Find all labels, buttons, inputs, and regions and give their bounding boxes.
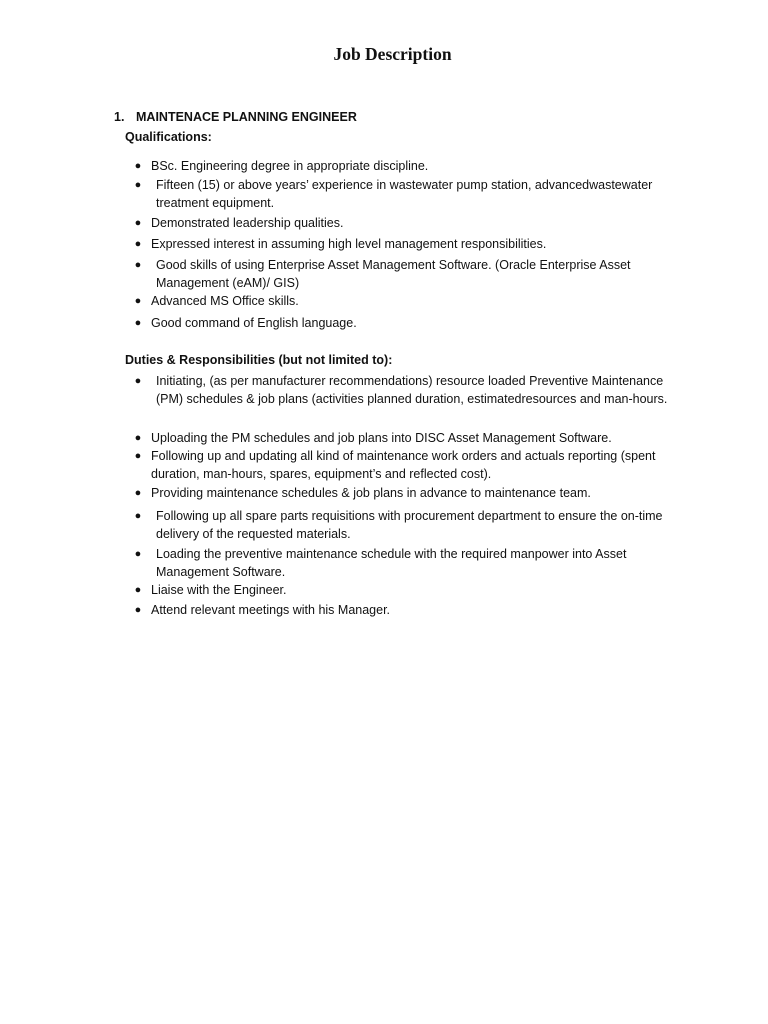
bullet-icon: ●: [134, 259, 142, 271]
qualification-text: BSc. Engineering degree in appropriate discipline.: [151, 159, 429, 173]
duty-text: Attend relevant meetings with his Manager.: [151, 603, 391, 617]
section-heading: [114, 110, 357, 124]
bullet-icon: ●: [134, 584, 142, 596]
duty-text: Liaise with the Engineer.: [151, 583, 287, 597]
section-number: 1.: [114, 110, 125, 124]
bullet-icon: ●: [134, 548, 142, 560]
qualifications-heading: Qualifications:: [125, 130, 212, 144]
qualification-text: Good skills of using Enterprise Asset Management Software. (Oracle Enterprise Asset Management (eAM)/ GIS): [156, 258, 631, 290]
duty-text: Initiating, (as per manufacturer recommendations) resource loaded Preventive Maintenance (PM) schedules & job plans (activities planned duration, estimatedresources and man-hours.: [156, 374, 668, 406]
duty-text: Providing maintenance schedules & job plans in advance to maintenance team.: [151, 486, 591, 500]
bullet-icon: ●: [134, 487, 142, 499]
duty-text: Following up all spare parts requisitions with procurement department to ensure the on-time delivery of the requested materials.: [156, 509, 663, 541]
qualification-text: Expressed interest in assuming high level management responsibilities.: [151, 237, 547, 251]
qualification-text: Demonstrated leadership qualities.: [151, 216, 344, 230]
bullet-icon: ●: [134, 179, 142, 191]
bullet-icon: ●: [134, 238, 142, 250]
section-name: MAINTENACE PLANNING ENGINEER: [136, 110, 357, 124]
bullet-icon: ●: [134, 295, 142, 307]
duties-heading: Duties & Responsibilities (but not limited to):: [125, 353, 393, 367]
bullet-icon: ●: [134, 510, 142, 522]
duty-text: Loading the preventive maintenance schedule with the required manpower into Asset Management Software.: [156, 547, 627, 579]
duty-text: Uploading the PM schedules and job plans into DISC Asset Management Software.: [151, 431, 612, 445]
qualification-text: Advanced MS Office skills.: [151, 294, 299, 308]
document-title: Job Description: [333, 44, 452, 64]
bullet-icon: ●: [134, 160, 142, 172]
bullet-icon: ●: [134, 375, 142, 387]
bullet-icon: ●: [134, 217, 142, 229]
duty-text: Following up and updating all kind of maintenance work orders and actuals reporting (spent duration, man-hours, spares, equipment’s and reflected cost).: [151, 449, 656, 481]
qualification-text: Fifteen (15) or above years’ experience in wastewater pump station, advancedwastewater treatment equipment.: [156, 178, 653, 210]
bullet-icon: ●: [134, 432, 142, 444]
qualification-text: Good command of English language.: [151, 316, 357, 330]
bullet-icon: ●: [134, 450, 142, 462]
bullet-icon: ●: [134, 604, 142, 616]
bullet-icon: ●: [134, 317, 142, 329]
